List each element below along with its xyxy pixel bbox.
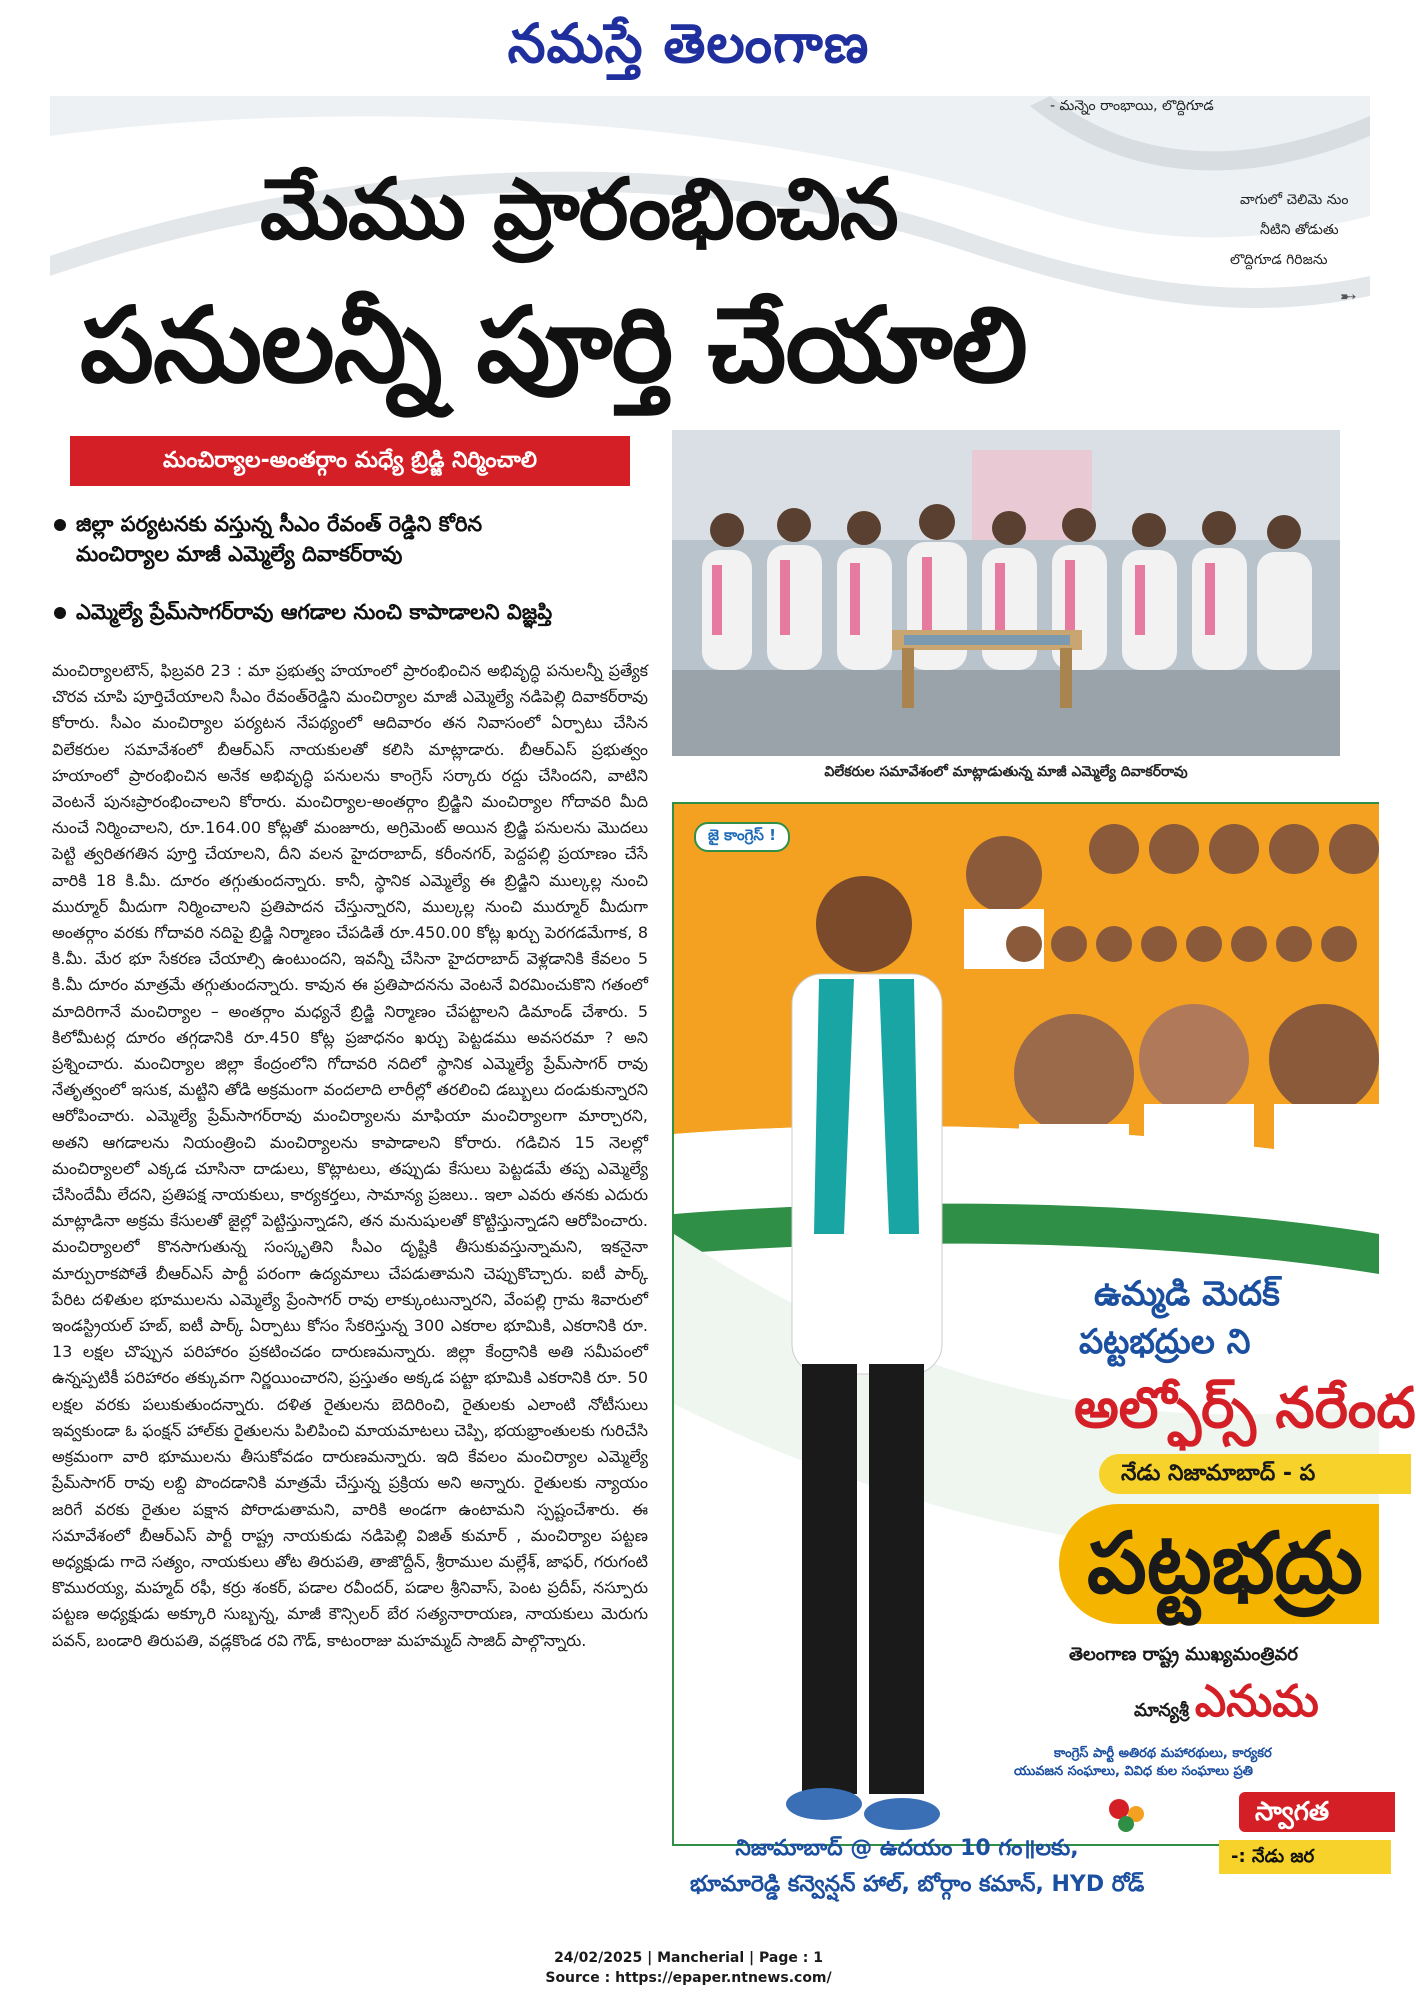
article-body: మంచిర్యాలటౌన్, ఫిబ్రవరి 23 : మా ప్రభుత్వ హయాంలో ప్రారంభించిన అభివృద్ధి పనులన్నీ ప్రత్యేక చొరవ చూపి పూర్తిచేయాలని సీఎం రేవంత్‌రెడ్డిని మంచిర్యాల మాజీ ఎమ్మెల్యే నడిపెల్లి దివాకర్‌రావు కోరారు. సీఎం మంచిర్యాల పర్యటన నేపథ్యంలో ఆదివారం తన నివాసంలో ఏర్పాటు చేసిన విలేకరుల సమావేశంలో బీఆర్‌ఎస్ నాయకులతో కలిసి మాట్లాడారు. బీఆర్‌ఎస్ ప్రభుత్వం హయాంలో ప్రారంభించిన అనేక అభివృద్ధి పనులను కాంగ్రెస్ సర్కారు రద్దు చేసిందని, వాటిని వెంటనే పునఃప్రారంభించాలని కోరారు. మంచిర్యాల-అంతర్గాం బ్రిడ్జిని మంచిర్యాల గోదావరి మీది నుంచే నిర్మించాలని, రూ.164.00 కోట్లతో మంజూరు, అగ్రిమెంట్ అయిన బ్రిడ్జి పనులను మొదలు పెట్టి త్వరితగతిన పూర్తి చేయాలని, దీని వలన హైదరాబాద్, కరీంనగర్, పెద్దపల్లి ప్రయాణం చేసే వారికి 18 కి.మీ. దూరం తగ్గుతుందన్నారు. కానీ, స్థానిక ఎమ్మెల్యే ఈ బ్రిడ్జిని ముల్కల్ల నుంచి ముర్మూర్ మీదుగా నిర్మించాలని ప్రతిపాదన చేస్తున్నారని, ముల్కల్ల నుంచి ముర్మూర్ మీదుగా అంతర్గాం వరకు గోదావరి నదిపై బ్రిడ్జి నిర్మాణం చేపడితే రూ.450.00 కోట్ల ఖర్చు పెరగడమేగాక, 8 కి.మీ. మేర భూ సేకరణ చేయాల్సి ఉంటుందని, ఇవన్నీ చేసినా హైదరాబాద్ వెళ్లడానికి కేవలం 5 కి.మీ దూరం మాత్రమే తగ్గుతుందన్నారు. కావున ఈ ప్రతిపాదనను వెంటనే విరమించుకొని గతంలో మాదిరిగానే మంచిర్యాల – అంతర్గాం మధ్యనే బ్రిడ్జి నిర్మాణం చేపట్టాలని డిమాండ్ చేశారు. 5 కిలోమీటర్ల దూరం తగ్గడానికి రూ.450 కోట్ల ప్రజాధనం ఖర్చు పెట్టడము అవసరమా ? అని ప్రశ్నించారు. మంచిర్యాల జిల్లా కేంద్రంలోని గోదావరి నదిలో స్థానిక ఎమ్మెల్యే ప్రేమ్‌సాగర్ రావు నేతృత్వంలో ఇసుక, మట్టిని తోడి అక్రమంగా వందలాది లారీల్లో తరలించి డబ్బులు దండుకున్నారని ఆరోపించారు. ఎమ్మెల్యే ప్రేమ్‌సాగర్‌రావు మంచిర్యాలను మాఫియా మంచిర్యాలగా మార్చారని, అతని ఆగడాలను నియంత్రించి మంచిర్యాలను కాపాడాలని కోరారు. గడిచిన 15 నెలల్లో మంచిర్యాలలో ఎక్కడ చూసినా దాడులు, కొట్లాటలు, తప్పుడు కేసులు పెట్టడమే తప్ప ఎమ్మెల్యే చేసిందేమీ లేదని, ప్రతిపక్ష నాయకులు, కార్యకర్తలు, సామాన్య ప్రజలు.. ఇలా ఎవరు తనకు ఎదురు మాట్లాడినా అక్రమ కేసులతో జైల్లో పెట్టిస్తున్నాడని, తన మనుషులతో కొట్టిస్తున్నాడని ఆరోపించారు. మంచిర్యాలలో కొనసాగుతున్న సంస్కృతిని సీఎం దృష్టికి తీసుకువస్తున్నామని, ఇకనైనా మార్పురాకపోతే బీఆర్‌ఎస్ పార్టీ పరంగా ఉద్యమాలు చేపడుతామని చెప్పుకొచ్చారు. ఐటీ పార్క్ పేరిట దళితుల భూములను ఎమ్మెల్యే ప్రేంసాగర్ రావు లాక్కుంటున్నారని, వేంపల్లి గ్రామ శివారులో ఇండస్ట్రియల్ హబ్, ఐటీ పార్క్ ఏర్పాటు కోసం సేకరిస్తున్న 300 ఎకరాల భూమికి, ఎకరానికి రూ. 13 లక్షల చొప్పున పరిహారం ప్రకటించడం దారుణమన్నారు. జిల్లా కేంద్రానికి అతి సమీపంలో ఉన్నప్పటికీ పరిహారం తక్కువగా నిర్ణయించారని, ప్రస్తుతం అక్కడ పట్టా భూమికి ఎకరానికి రూ. 50 లక్షల వరకు పలుకుతుందన్నారు. దళిత రైతులను బెదిరించి, రైతులకు ఎలాంటి నోటీసులు ఇవ్వకుండా ఓ ఫంక్షన్ హాల్‌కు రైతులను పిలిపించి మాయమాటలు చెప్పి, భయభ్రాంతులకు గురిచేసి అక్రమంగా వారి భూములను తీసుకోవడం దారుణమన్నారు. ఇది కేవలం మంచిర్యాల ఎమ్మెల్యే ప్రేమ్‌సాగర్ రావు లబ్ది పొందడానికి మాత్రమే చేస్తున్న ప్రక్రియ అని అన్నారు. రైతులకు న్యాయం జరిగే వరకు రైతుల పక్షాన పోరాడుతామని, వారికి అండగా ఉంటామని స్పష్టంచేశారు. ఈ సమావేశంలో బీఆర్‌ఎస్ పార్టీ రాష్ట్ర నాయకుడు నడిపెల్లి విజిత్ కుమార్ , మంచిర్యాల పట్టణ అధ్యక్షుడు గాదె సత్యం, నాయకులు తోట తిరుపతి, తాజొద్దీన్, శ్రీరాముల మల్లేశ్, జాఫర్, గరుగంటి కొమురయ్య, మహ్మద్ రఫీ, కర్రు శంకర్, పడాల రవీందర్, పడాల శ్రీనివాస్, పెంట ప్రదీప్, నస్పూరు పట్టణ అధ్యక్షుడు అక్కూరి సుబ్బన్న, మాజీ కౌన్సిలర్ బేర సత్యనారాయణ, నాయకులు మెరుగు పవన్, బండారి తిరుపతి, వడ్లకొండ రవి గౌడ్, కాటంరాజు మహమ్మద్ సాజిద్ పాల్గొన్నారు. [52, 661, 648, 1650]
bullet-point [54, 600, 654, 630]
ad-organisers-line: యువజన సంఘాలు, వివిధ కుల సంఘాలు ప్రతి [1014, 1764, 1253, 1779]
headline-line-1: మేము ప్రారంభించిన [260, 160, 898, 258]
ad-cm-line: తెలంగాణ రాష్ట్ర ముఖ్యమంత్రివర [1069, 1644, 1298, 1665]
ad-honorable-name: ఎనుమ [1194, 1676, 1319, 1727]
press-meet-illustration [672, 430, 1340, 756]
ad-text-constituency: పట్టభద్రుల ని [1079, 1322, 1251, 1362]
ad-venue [672, 1836, 1377, 1906]
photo-caption: విలేకరుల సమావేశంలో మాట్లాడుతున్న మాజీ ఎమ్మెల్యే దివాకర్‌రావు [824, 764, 1188, 780]
ad-candidate-name: అల్ఫోర్స్ నరేంద [1074, 1376, 1416, 1441]
subheadline-banner: మంచిర్యాల-అంతర్గాం మధ్యే బ్రిడ్జి నిర్మించాలి [70, 436, 630, 486]
headline-line-2: పనులన్నీ పూర్తి చేయాలి [80, 284, 1027, 406]
ad-honorable-line [1134, 1676, 1319, 1738]
bullet-text: ఎమ్మెల్యే ప్రేమ్‌సాగర్‌రావు ఆగడాల నుంచి కాపాడాలని విజ్ఞప్తి [76, 600, 553, 624]
bullet-text: జిల్లా పర్యటనకు వస్తున్న సీఎం రేవంత్ రెడ్డిని కోరిన [76, 512, 483, 536]
ad-today-banner: నేడు నిజామాబాద్ - ప [1099, 1454, 1411, 1494]
ad-text-ummadi: ఉమ్మడి మెదక్ [1094, 1274, 1280, 1314]
neighbor-text-line: వాగులో చెలిమె నుం [1240, 192, 1349, 208]
ad-graduates-text: పట్టభద్రు [1087, 1514, 1363, 1612]
ad-graduates-banner [1059, 1504, 1379, 1624]
ad-welcome-banner: స్వాగత [1239, 1792, 1395, 1832]
press-meet-photo [672, 430, 1340, 756]
neighbor-text-line: లొద్దిగూడ గిరిజను [1230, 252, 1328, 268]
bullet-point [54, 512, 654, 572]
bullet-dot-icon [54, 519, 66, 531]
neighbor-text-line: నీటిని తోడుతు [1260, 222, 1339, 238]
footer-source-link[interactable]: Source : https://epaper.ntnews.com/ [545, 1970, 832, 1986]
ad-slogan-tag: జై కాంగ్రెస్ ! [694, 822, 790, 852]
pointer-arrow-icon: ➸ [1340, 284, 1357, 308]
ad-venue-time: నిజామాబాద్ @ ఉదయం 10 గం॥లకు, [735, 1836, 1079, 1861]
page-footer [0, 1948, 1377, 1988]
newspaper-masthead: నమస్తే తెలంగాణ [507, 11, 870, 75]
ad-today-bottom: -: నేడు జర [1219, 1840, 1391, 1874]
ad-organisers-line: కాంగ్రెస్ పార్టీ అతిరథ మహారథులు, కార్యకర [1054, 1746, 1272, 1761]
ad-honorable-prefix: మాన్యశ్రీ [1134, 1700, 1189, 1721]
bullet-text: మంచిర్యాల మాజీ ఎమ్మెల్యే దివాకర్‌రావు [76, 542, 403, 566]
ad-venue-address: భూమారెడ్డి కన్వెన్షన్ హాల్, బోర్గాం కమాన్, HYD రోడ్ [690, 1872, 1145, 1897]
bullet-dot-icon [54, 607, 66, 619]
footer-date-page: 24/02/2025 | Mancherial | Page : 1 [554, 1950, 823, 1966]
neighbor-photo-credit: - మన్నెం రాంభాయి, లొద్దిగూడ [1050, 98, 1214, 114]
